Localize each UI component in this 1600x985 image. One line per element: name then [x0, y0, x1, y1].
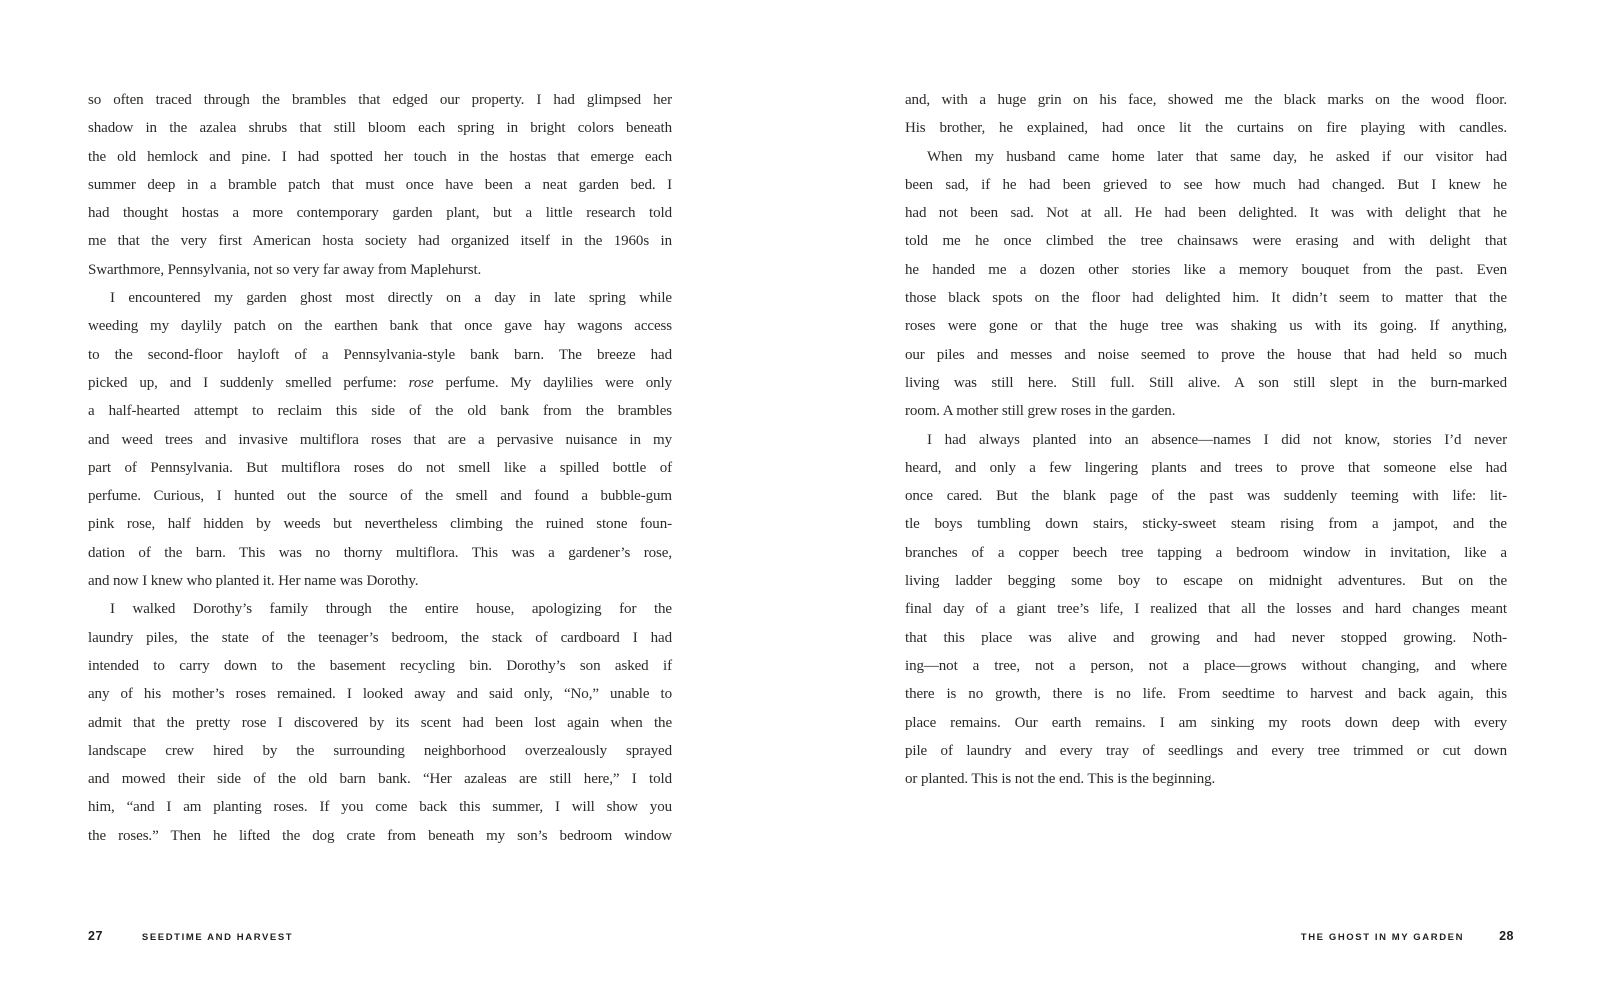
- text-line: branches of a copper beech tree tapping a bedroom window in invitation, like a: [905, 544, 1507, 561]
- page-number-right: 28: [1499, 929, 1514, 943]
- text-line: final day of a giant tree’s life, I realized that all the losses and hard changes meant: [905, 601, 1507, 618]
- page-left-text-column: [88, 86, 672, 850]
- text-line: living ladder begging some boy to escape on midnight adventures. But on the: [905, 573, 1507, 590]
- text-line: I had always planted into an absence—names I did not know, stories I’d never: [927, 431, 1507, 448]
- text-line: place remains. Our earth remains. I am sinking my roots down deep with every: [905, 714, 1507, 731]
- text-line: to the second-floor hayloft of a Pennsylvania-style bank barn. The breeze had: [88, 346, 672, 363]
- text-line: heard, and only a few lingering plants and trees to prove that someone else had: [905, 459, 1507, 476]
- text-line: dation of the barn. This was no thorny multiflora. This was a gardener’s rose,: [88, 544, 672, 561]
- text-line: admit that the pretty rose I discovered by its scent had been lost again when the: [88, 714, 672, 731]
- text-line: told me he once climbed the tree chainsaws were erasing and with delight that: [905, 233, 1507, 250]
- text-line: intended to carry down to the basement recycling bin. Dorothy’s son asked if: [88, 657, 672, 674]
- text-line: I encountered my garden ghost most directly on a day in late spring while: [110, 290, 672, 307]
- text-line: and mowed their side of the old barn bank. “Her azaleas are still here,” I told: [88, 771, 672, 788]
- text-line: weeding my daylily patch on the earthen bank that once gave hay wagons access: [88, 318, 672, 335]
- page-right-text-column: [905, 86, 1507, 793]
- text-line: picked up, and I suddenly smelled perfume: rose perfume. My daylilies were only: [88, 374, 672, 391]
- text-line: room. A mother still grew roses in the garden.: [905, 403, 1176, 420]
- footer-left: [88, 929, 293, 943]
- text-line: any of his mother’s roses remained. I looked away and said only, “No,” unable to: [88, 686, 672, 703]
- text-line: pile of laundry and every tray of seedlings and every tree trimmed or cut down: [905, 742, 1507, 759]
- text-line: there is no growth, there is no life. From seedtime to harvest and back again, this: [905, 686, 1507, 703]
- text-line: me that the very first American hosta society had organized itself in the 1960s in: [88, 233, 672, 250]
- text-line: I walked Dorothy’s family through the entire house, apologizing for the: [110, 601, 672, 618]
- text-line: he handed me a dozen other stories like a memory bouquet from the past. Even: [905, 261, 1507, 278]
- text-line: pink rose, half hidden by weeds but nevertheless climbing the ruined stone foun-: [88, 516, 672, 533]
- text-line: roses were gone or that the huge tree was shaking us with its going. If anything,: [905, 318, 1507, 335]
- text-line: and, with a huge grin on his face, showed me the black marks on the wood floor.: [905, 92, 1507, 108]
- text-line: the old hemlock and pine. I had spotted her touch in the hostas that emerge each: [88, 148, 672, 165]
- running-head-left: SEEDTIME AND HARVEST: [141, 932, 294, 943]
- text-line: and now I knew who planted it. Her name was Dorothy.: [88, 573, 419, 590]
- text-line: once cared. But the blank page of the past was suddenly teeming with life: lit-: [905, 488, 1507, 505]
- text-line: His brother, he explained, had once lit the curtains on fire playing with candles.: [905, 120, 1507, 137]
- text-line: our piles and messes and noise seemed to prove the house that had held so much: [905, 346, 1507, 363]
- text-line: and weed trees and invasive multiflora roses that are a pervasive nuisance in my: [88, 431, 672, 448]
- text-line: landscape crew hired by the surrounding neighborhood overzealously sprayed: [88, 742, 672, 759]
- text-line: that this place was alive and growing and had never stopped growing. Noth-: [905, 629, 1507, 646]
- text-line: When my husband came home later that same day, he asked if our visitor had: [927, 148, 1507, 165]
- running-head-right: THE GHOST IN MY GARDEN: [1300, 932, 1465, 943]
- text-line: perfume. Curious, I hunted out the source of the smell and found a bubble-gum: [88, 488, 672, 505]
- text-line: summer deep in a bramble patch that must once have been a neat garden bed. I: [88, 176, 672, 193]
- text-line: so often traced through the brambles that edged our property. I had glimpsed her: [88, 92, 672, 108]
- text-line: those black spots on the floor had delighted him. It didn’t seem to matter that the: [905, 290, 1507, 307]
- text-line: shadow in the azalea shrubs that still bloom each spring in bright colors beneath: [88, 120, 672, 137]
- footer-right: [1301, 929, 1514, 943]
- text-line: him, “and I am planting roses. If you come back this summer, I will show you: [88, 799, 672, 816]
- page-number-left: 27: [88, 929, 103, 943]
- text-line: living was still here. Still full. Still alive. A son still slept in the burn-marked: [905, 374, 1507, 391]
- text-line: been sad, if he had been grieved to see how much had changed. But I knew he: [905, 176, 1507, 193]
- text-line: had thought hostas a more contemporary garden plant, but a little research told: [88, 205, 672, 222]
- text-line: tle boys tumbling down stairs, sticky-sweet steam rising from a jampot, and the: [905, 516, 1507, 533]
- text-line: had not been sad. Not at all. He had been delighted. It was with delight that he: [905, 205, 1507, 222]
- text-line: a half-hearted attempt to reclaim this side of the old bank from the brambles: [88, 403, 672, 420]
- text-line: Swarthmore, Pennsylvania, not so very far away from Maplehurst.: [88, 261, 482, 278]
- text-line: laundry piles, the state of the teenager’s bedroom, the stack of cardboard I had: [88, 629, 672, 646]
- text-line: or planted. This is not the end. This is the beginning.: [905, 771, 1216, 788]
- text-line: part of Pennsylvania. But multiflora roses do not smell like a spilled bottle of: [88, 459, 672, 476]
- text-line: ing—not a tree, not a person, not a place—grows without changing, and where: [905, 657, 1507, 674]
- text-line: the roses.” Then he lifted the dog crate from beneath my son’s bedroom window: [88, 827, 672, 844]
